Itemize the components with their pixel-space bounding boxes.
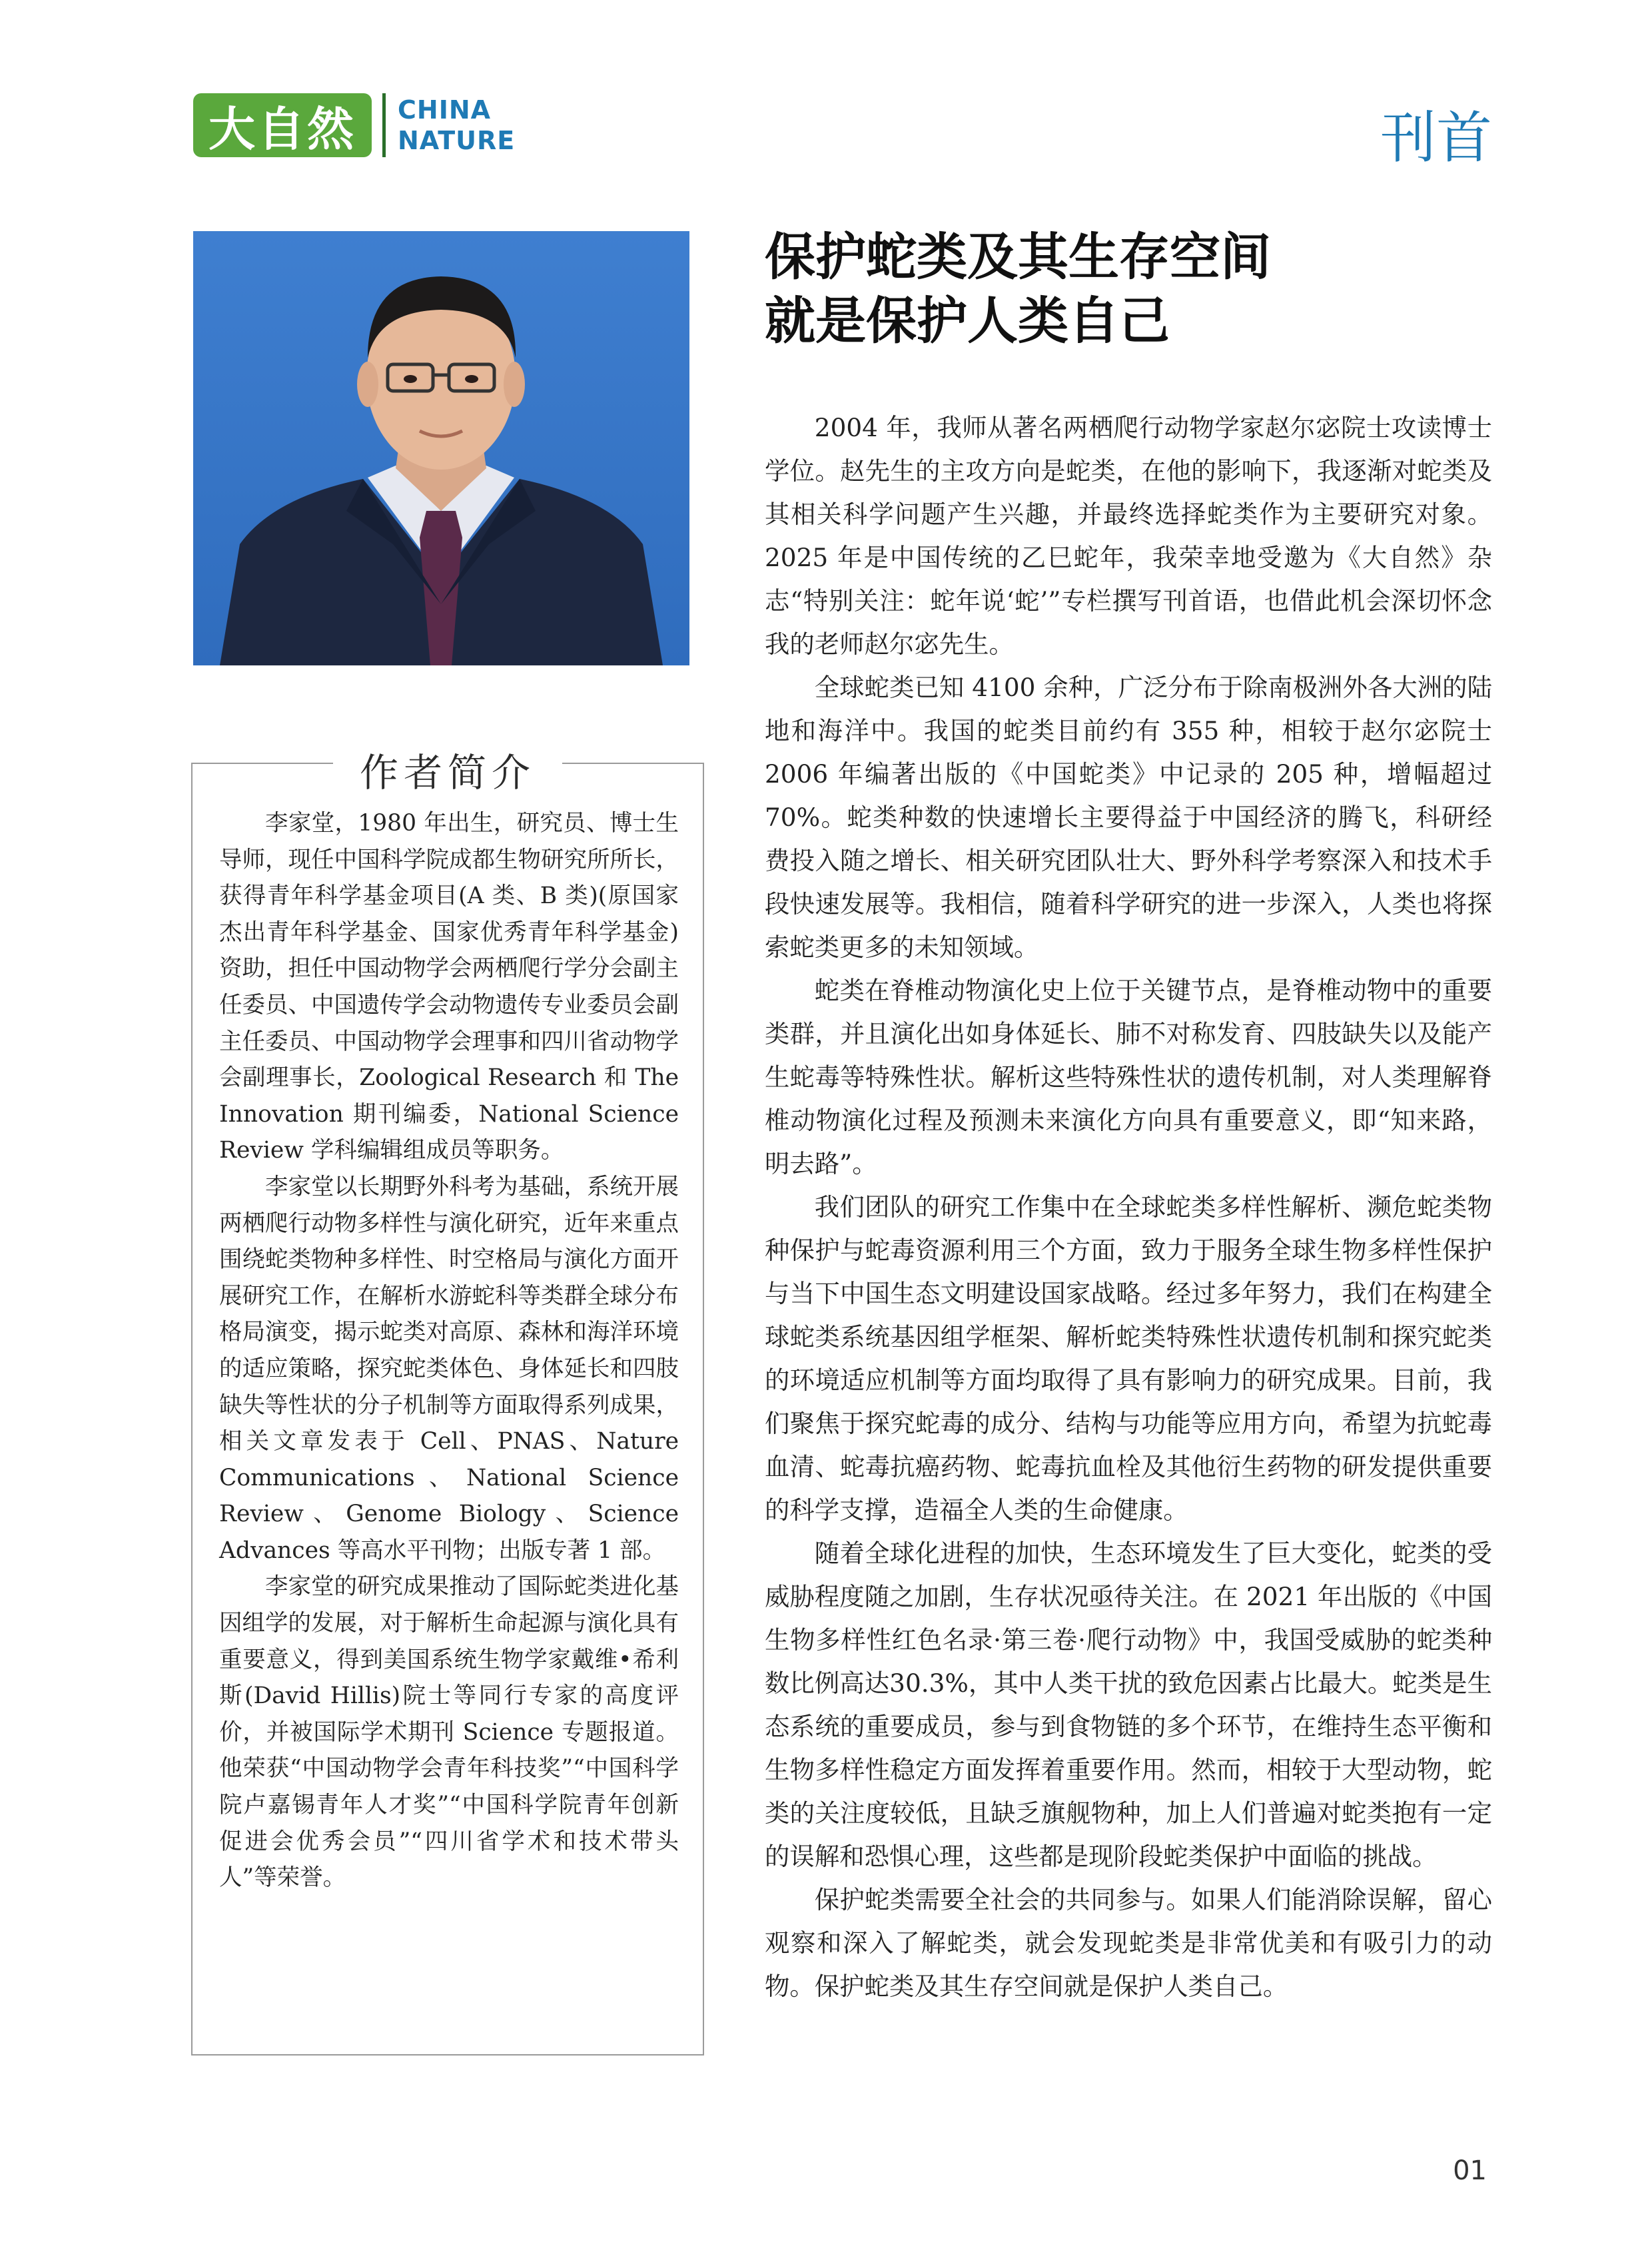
author-bio-box	[191, 750, 704, 2055]
author-bio-paragraph: 李家堂以长期野外科考为基础，系统开展两栖爬行动物多样性与演化研究，近年来重点围绕蛇类物种多样性、时空格局与演化方面开展研究工作，在解析水游蛇科等类群全球分布格局演变，揭示蛇类对高原、森林和海洋环境的适应策略，探究蛇类体色、身体延长和四肢缺失等性状的分子机制等方面取得系列成果，相关文章发表于 Cell、PNAS、Nature Communications、National Science Review、Genome Biology、Science Advances 等高水平刊物；出版专著 1 部。	[219, 1173, 679, 1564]
page-number: 01	[1453, 2155, 1487, 2186]
author-bio-heading	[193, 741, 703, 797]
article-body	[765, 406, 1492, 2008]
article-paragraph: 随着全球化进程的加快，生态环境发生了巨大变化，蛇类的受威胁程度随之加剧，生存状况亟待关注。在 2021 年出版的《中国生物多样性红色名录·第三卷·爬行动物》中，我国受威胁的蛇类种数比例高达30.3%，其中人类干扰的致危因素占比最大。蛇类是生态系统的重要成员，参与到食物链的多个环节，在维持生态平衡和生物多样性稳定方面发挥着重要作用。然而，相较于大型动物，蛇类的关注度较低，且缺乏旗舰物种，加上人们普遍对蛇类抱有一定的误解和恐惧心理，这些都是现阶段蛇类保护中面临的挑战。	[765, 1539, 1492, 1871]
magazine-logo	[193, 92, 515, 159]
author-bio-body	[219, 805, 679, 1896]
article-paragraph: 2004 年，我师从著名两栖爬行动物学家赵尔宓院士攻读博士学位。赵先生的主攻方向是蛇类，在他的影响下，我逐渐对蛇类及其相关科学问题产生兴趣，并最终选择蛇类作为主要研究对象。2025 年是中国传统的乙巳蛇年，我荣幸地受邀为《大自然》杂志“特别关注：蛇年说‘蛇’”专栏撰写刊首语，也借此机会深切怀念我的老师赵尔宓先生。	[765, 413, 1492, 659]
logo-divider	[382, 93, 386, 157]
portrait-icon	[193, 231, 689, 665]
section-label: 刊首	[1380, 105, 1492, 171]
article-title-line1: 保护蛇类及其生存空间	[765, 227, 1271, 286]
author-bio-heading-text: 作者简介	[333, 750, 562, 795]
author-portrait	[193, 231, 689, 665]
logo-chinese: 大自然	[193, 93, 372, 157]
article-paragraph: 我们团队的研究工作集中在全球蛇类多样性解析、濒危蛇类物种保护与蛇毒资源利用三个方面，致力于服务全球生物多样性保护与当下中国生态文明建设国家战略。经过多年努力，我们在构建全球蛇类系统基因组学框架、解析蛇类特殊性状遗传机制和探究蛇类的环境适应机制等方面均取得了具有影响力的研究成果。目前，我们聚焦于探究蛇毒的成分、结构与功能等应用方向，希望为抗蛇毒血清、蛇毒抗癌药物、蛇毒抗血栓及其他衍生药物的研发提供重要的科学支撑，造福全人类的生命健康。	[765, 1192, 1492, 1525]
author-bio-paragraph: 李家堂的研究成果推动了国际蛇类进化基因组学的发展，对于解析生命起源与演化具有重要意义，得到美国系统生物学家戴维•希利斯(David Hillis)院士等同行专家的高度评价，并被国际学术期刊 Science 专题报道。他荣获“中国动物学会青年科技奖”“中国科学院卢嘉锡青年人才奖”“中国科学院青年创新促进会优秀会员”“四川省学术和技术带头人”等荣誉。	[219, 1573, 679, 1892]
logo-english-line1: CHINA	[398, 95, 492, 125]
logo-english-line2: NATURE	[398, 126, 516, 155]
article-paragraph: 全球蛇类已知 4100 余种，广泛分布于除南极洲外各大洲的陆地和海洋中。我国的蛇类目前约有 355 种，相较于赵尔宓院士 2006 年编著出版的《中国蛇类》中记录的 205 种，增幅超过 70%。蛇类种数的快速增长主要得益于中国经济的腾飞，科研经费投入随之增长、相关研究团队壮大、野外科学考察深入和技术手段快速发展等。我相信，随着科学研究的进一步深入，人类也将探索蛇类更多的未知领域。	[765, 673, 1492, 962]
logo-english	[398, 95, 515, 156]
article-title	[765, 225, 1271, 353]
article-title-line2: 就是保护人类自己	[765, 291, 1170, 350]
article-paragraph: 蛇类在脊椎动物演化史上位于关键节点，是脊椎动物中的重要类群，并且演化出如身体延长、肺不对称发育、四肢缺失以及能产生蛇毒等特殊性状。解析这些特殊性状的遗传机制，对人类理解脊椎动物演化过程及预测未来演化方向具有重要意义，即“知来路，明去路”。	[765, 976, 1492, 1178]
article-paragraph: 保护蛇类需要全社会的共同参与。如果人们能消除误解，留心观察和深入了解蛇类，就会发现蛇类是非常优美和有吸引力的动物。保护蛇类及其生存空间就是保护人类自己。	[765, 1885, 1492, 2001]
author-bio-paragraph: 李家堂，1980 年出生，研究员、博士生导师，现任中国科学院成都生物研究所所长，获得青年科学基金项目(A 类、B 类)(原国家杰出青年科学基金、国家优秀青年科学基金)资助，担任中国动物学会两栖爬行学分会副主任委员、中国遗传学会动物遗传专业委员会副主任委员、中国动物学会理事和四川省动物学会副理事长，Zoological Research 和 The Innovation 期刊编委，National Science Review 学科编辑组成员等职务。	[219, 810, 679, 1164]
